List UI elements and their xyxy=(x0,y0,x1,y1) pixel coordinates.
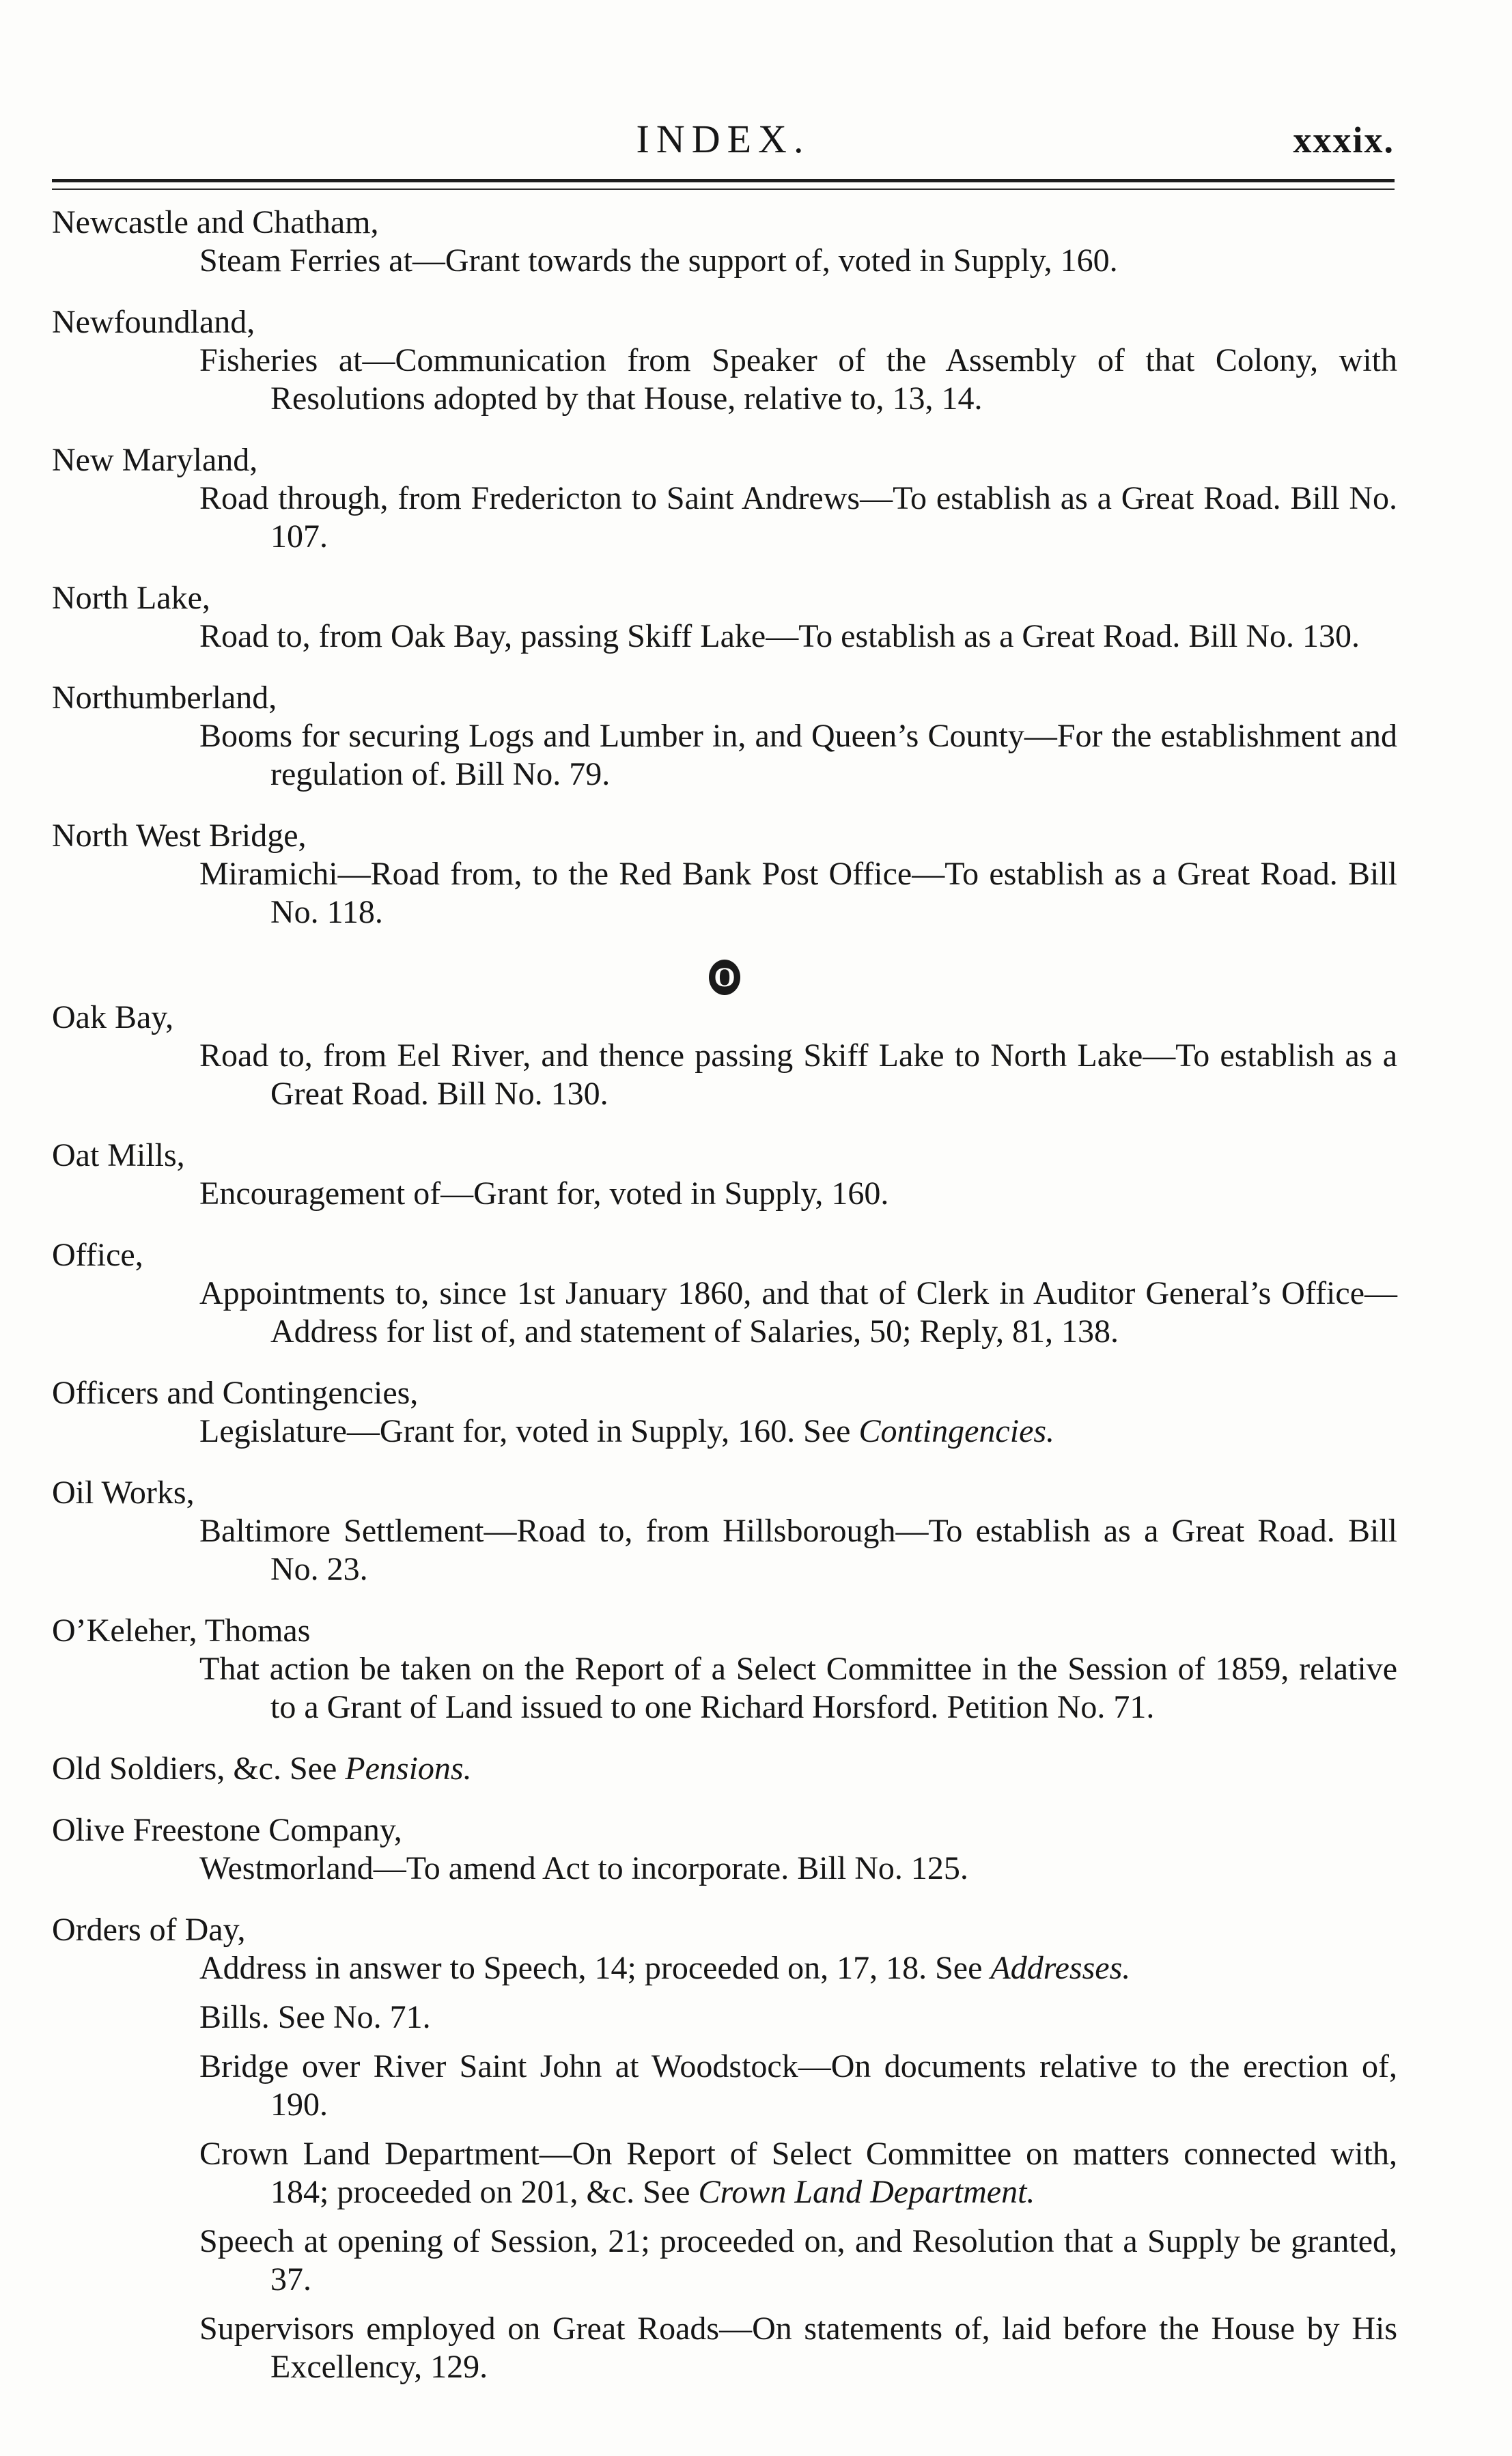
entry-subentry: Road to, from Oak Bay, passing Skiff Lake—To establish as a Great Road. Bill No. 130. xyxy=(199,618,1360,654)
entry-subentry: Road to, from Eel River, and thence passing Skiff Lake to North Lake—To establish as a Great Road. Bill No. 130. xyxy=(199,1037,1397,1112)
entry-subentry xyxy=(52,1949,1397,1987)
entry-heading: North West Bridge, xyxy=(52,818,307,854)
entry-subentry: Steam Ferries at—Grant towards the support of, voted in Supply, 160. xyxy=(199,242,1118,279)
entry-subentry: Supervisors employed on Great Roads—On statements of, laid before the House by His Excellency, 129. xyxy=(199,2311,1397,2385)
see-reference: Crown Land Department. xyxy=(698,2174,1035,2210)
entry-subentry: Encouragement of—Grant for, voted in Supply, 160. xyxy=(199,1175,889,1212)
entry-subentry: Bridge over River Saint John at Woodstock—On documents relative to the erection of, 190. xyxy=(199,2048,1397,2123)
entry-text: Old Soldiers, &c. See xyxy=(52,1750,346,1787)
entry-heading: New Maryland, xyxy=(52,442,258,478)
entry-text: Legislature—Grant for, voted in Supply, 160. See xyxy=(199,1413,859,1449)
entry-heading: Newfoundland, xyxy=(52,304,255,340)
index-entry xyxy=(52,817,1397,932)
index-entry xyxy=(52,679,1397,794)
index-entry xyxy=(52,579,1397,656)
page-title: INDEX. xyxy=(636,117,811,161)
entry-subentry: Speech at opening of Session, 21; proceeded on, and Resolution that a Supply be granted, 37. xyxy=(199,2223,1397,2298)
index-entry xyxy=(52,1811,1397,1888)
page-number: xxxix. xyxy=(1293,120,1395,161)
entry-text: Address in answer to Speech, 14; proceeded on, 17, 18. See xyxy=(199,1950,991,1986)
entry-subentry: Bills. See No. 71. xyxy=(199,1999,431,2035)
entry-heading: Northumberland, xyxy=(52,680,277,716)
index-entry xyxy=(52,441,1397,556)
header-rule-thick xyxy=(52,179,1395,182)
header-rule-thin xyxy=(52,189,1395,190)
entry-heading: Oil Works, xyxy=(52,1475,195,1511)
entry-subentry: Westmorland—To amend Act to incorporate. Bill No. 125. xyxy=(199,1850,968,1886)
entry-heading: Newcastle and Chatham, xyxy=(52,204,379,240)
index-group-o xyxy=(52,999,1397,2386)
entry-text: Crown Land Department—On Report of Select Committee on matters connected with, 184; proceeded on 201, &c. See xyxy=(199,2136,1397,2210)
see-reference: Pensions. xyxy=(345,1750,472,1787)
entry-heading: O’Keleher, Thomas xyxy=(52,1613,311,1649)
index-body xyxy=(52,204,1397,2410)
entry-subentry: Appointments to, since 1st January 1860, and that of Clerk in Auditor General’s Office—Address for list of, and statement of Salaries, 50; Reply, 81, 138. xyxy=(199,1275,1397,1350)
index-entry xyxy=(52,303,1397,418)
index-entry xyxy=(52,1474,1397,1589)
see-reference: Contingencies. xyxy=(858,1413,1055,1449)
index-group-n xyxy=(52,204,1397,932)
index-entry xyxy=(52,999,1397,1113)
entry-subentry: Miramichi—Road from, to the Red Bank Post Office—To establish as a Great Road. Bill No. 118. xyxy=(199,856,1397,930)
entry-heading: Olive Freestone Company, xyxy=(52,1812,402,1848)
entry-subentry: Booms for securing Logs and Lumber in, and Queen’s County—For the establishment and regulation of. Bill No. 79. xyxy=(199,718,1397,792)
section-letter-glyph: O xyxy=(709,960,740,995)
entry-heading: Officers and Contingencies, xyxy=(52,1375,419,1411)
index-entry xyxy=(52,1750,1397,1788)
index-entry xyxy=(52,1911,1397,2386)
entry-heading: Office, xyxy=(52,1237,143,1273)
entry-subentry: Road through, from Fredericton to Saint Andrews—To establish as a Great Road. Bill No. 107. xyxy=(199,480,1397,555)
entry-heading: North Lake, xyxy=(52,580,210,616)
entry-subentry xyxy=(52,1412,1397,1451)
see-reference: Addresses. xyxy=(990,1950,1131,1986)
index-entry xyxy=(52,1236,1397,1351)
index-entry xyxy=(52,1612,1397,1727)
entry-subentry: That action be taken on the Report of a Select Committee in the Session of 1859, relative to a Grant of Land issued to one Richard Horsford. Petition No. 71. xyxy=(199,1651,1397,1725)
entry-subentry: Fisheries at—Communication from Speaker of the Assembly of that Colony, with Resolutions adopted by that House, relative to, 13, 14. xyxy=(199,342,1397,417)
index-entry xyxy=(52,1136,1397,1213)
index-entry xyxy=(52,204,1397,280)
index-entry xyxy=(52,1374,1397,1451)
entry-subentry: Baltimore Settlement—Road to, from Hillsborough—To establish as a Great Road. Bill No. 23. xyxy=(199,1513,1397,1587)
section-letter-o xyxy=(52,951,1397,996)
entry-heading: Orders of Day, xyxy=(52,1912,246,1948)
entry-heading: Oat Mills, xyxy=(52,1137,185,1173)
entry-subentry xyxy=(52,2135,1397,2211)
entry-heading xyxy=(52,1750,1397,1788)
running-head xyxy=(52,109,1395,171)
entry-heading: Oak Bay, xyxy=(52,999,174,1035)
